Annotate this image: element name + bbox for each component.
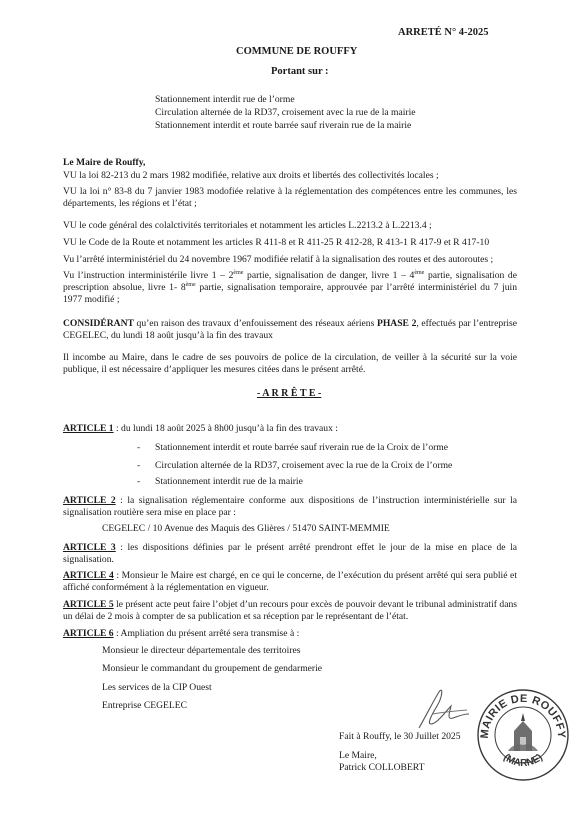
vu-head: VU (63, 237, 77, 248)
article-4 (63, 570, 517, 594)
stamp-bottom-text: (MARNE) (501, 752, 545, 770)
vu-instruction-c: partie, signalisation de prescription absolue, livre 1- 8 (63, 270, 517, 293)
sup-3: ème (185, 281, 196, 288)
article-6-head: ARTICLE 6 (63, 628, 114, 639)
vu-4 (63, 237, 517, 249)
article-2-text: : la signalisation réglementaire conforme aux dispositions de l’instruction interministérielle sur la signalisation routière sera mise en place par : (63, 495, 517, 518)
stamp-top-text: MAIRIE DE ROUFFY (478, 692, 568, 740)
vu-5 (63, 254, 517, 266)
subject-line-1: Stationnement interdit rue de l’orme (155, 94, 295, 105)
subtitle: Portant sur : (271, 66, 329, 77)
article-1-item-1: Stationnement interdit et route barrée sauf riverain rue de la Croix de l’orme (155, 442, 449, 453)
vu-1 (63, 170, 517, 182)
article-4-head: ARTICLE 4 (63, 570, 114, 581)
article-5-text: le présent acte peut faire l’objet d’un recours pour excès de pouvoir devant le tribunal administratif dans un délai de 2 mois à compter de sa publication et sa réception par le représentant de l’état. (63, 599, 517, 622)
article-1-head: ARTICLE 1 (63, 423, 114, 434)
article-6 (63, 628, 517, 640)
vu-head: VU (63, 170, 77, 181)
vu-2 (63, 186, 517, 210)
considerant-text-2: , effectués par l’entreprise CEGELEC, du lundi 18 août jusqu’à la fin des travaux (63, 318, 517, 341)
sup-1: ème (233, 269, 244, 276)
bullet-dash: - (137, 442, 141, 453)
article-3 (63, 542, 517, 566)
vu-text: l’arrêté interministériel du 24 novembre 1967 modifiée relatif à la signalisation des routes et des autoroutes ; (74, 254, 494, 265)
fait-line: Fait à Rouffy, le 30 Juillet 2025 (339, 731, 461, 742)
vu-head: VU (63, 220, 77, 231)
vu-instruction-a: Vu l’instruction interministérile livre 1 – 2 (63, 270, 234, 281)
article-1-text: : du lundi 18 août 2025 à 8h00 jusqu’à la fin des travaux : (113, 423, 338, 434)
vu-3 (63, 220, 517, 232)
subject-line-3: Stationnement interdit et route barrée sauf riverain rue de la mairie (155, 120, 412, 131)
signatory-name: Patrick COLLOBERT (339, 762, 425, 773)
article-5 (63, 599, 517, 623)
handwritten-signature-icon (413, 684, 471, 734)
article-1-item-3: Stationnement interdit rue de la mairie (155, 476, 303, 487)
article-3-head: ARTICLE 3 (63, 542, 116, 553)
vu-text: le Code de la Route et notamment les articles R 411-8 et R 411-25 R 412-28, R 413-1 R 417-9 et R 417-10 (76, 237, 490, 248)
vu-text: la loi 82-213 du 2 mars 1982 modifiée, relative aux droits et libertés des collectivités locales ; (76, 170, 439, 181)
article-5-head: ARTICLE 5 (63, 599, 114, 610)
sup-2: ème (414, 269, 425, 276)
vu-head: Vu (63, 254, 75, 265)
article-2-head: ARTICLE 2 (63, 495, 116, 506)
mairie-stamp-icon (474, 685, 572, 783)
signatory-role: Le Maire, (339, 750, 377, 761)
recipient-2: Monsieur le commandant du groupement de gendarmerie (102, 663, 323, 674)
svg-text:(MARNE) (501, 752, 545, 769)
vu-text: la loi n° 83-8 du 7 janvier 1983 modofiée relative à la réglementation des compétences entre les communes, les départements, les régions et l’état ; (63, 186, 517, 209)
vu-head: VU (63, 186, 77, 197)
incombe-paragraph: Il incombe au Maire, dans le cadre de ses pouvoirs de police de la circulation, de veiller à la sécurité sur la voie publique, il est nécessaire d’appliquer les mesures citées dans le présent arrêté. (63, 352, 517, 375)
maire-line: Le Maire de Rouffy, (63, 157, 146, 168)
arrete-number: ARRETÉ N° 4-2025 (398, 27, 489, 38)
considerant-phase: PHASE 2 (376, 318, 417, 329)
article-4-text: : Monsieur le Maire est chargé, en ce qui le concerne, de l’exécution du présent arrêté qui sera publié et affiché conformément à la réglementation en vigueur. (63, 570, 517, 593)
article-2-company: CEGELEC / 10 Avenue des Maquis des Glières / 51470 SAINT-MEMMIE (102, 523, 390, 534)
article-3-text: : les dispositions définies par le présent arrêté prendront effet le jour de la mise en place de la signalisation. (63, 542, 517, 565)
vu-instruction (63, 270, 517, 305)
subject-line-2: Circulation alternée de la RD37, croisement avec la rue de la mairie (155, 107, 416, 118)
considerant (63, 318, 517, 342)
considerant-head: CONSIDÉRANT (63, 318, 134, 329)
considerant-text-1: qu’en raison des travaux d’enfouissement des réseaux aériens (133, 318, 377, 329)
bullet-dash: - (137, 476, 141, 487)
recipient-4: Entreprise CEGELEC (102, 700, 187, 711)
vu-text: le code général des colalctivités territoriales et notamment les articles L.2213.2 à L.2213.4 ; (76, 220, 432, 231)
vu-instruction-d: partie, signalisation temporaire, approuvée par l’arrêté interministériel du 7 juin 1977 modifié ; (63, 281, 517, 305)
article-6-text: : Ampliation du présent arrêté sera transmise à : (113, 628, 300, 639)
article-1 (63, 423, 517, 435)
recipient-3: Les services de la CIP Ouest (102, 682, 212, 693)
vu-instruction-b: partie, signalisation de danger, livre 1 – 4 (243, 270, 415, 281)
commune-title: COMMUNE DE ROUFFY (236, 46, 358, 57)
recipient-1: Monsieur le directeur départementale des territoires (102, 645, 301, 656)
article-1-item-2: Circulation alternée de la RD37, croisement avec la rue de la Croix de l’orme (155, 460, 453, 471)
bullet-dash: - (137, 460, 141, 471)
article-2 (63, 495, 517, 519)
arrete-heading: - A R R Ê T E - (257, 388, 322, 399)
